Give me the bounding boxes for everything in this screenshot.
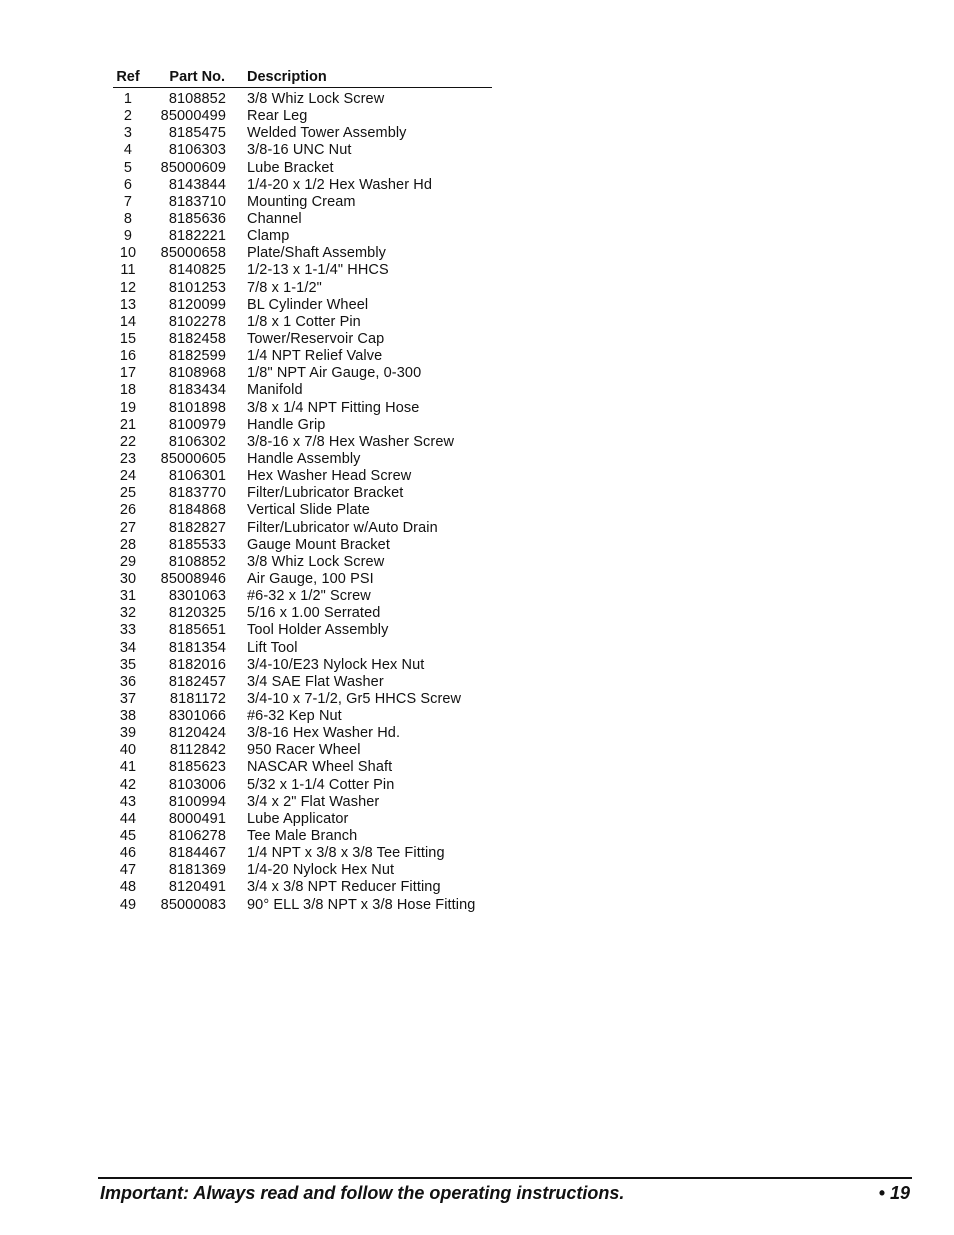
row-description-cell: Tower/Reservoir Cap	[247, 330, 385, 347]
row-ref-cell: 9	[123, 228, 133, 245]
row-ref-cell: 46	[119, 845, 137, 862]
row-ref-cell: 13	[119, 296, 137, 313]
row-description-cell: 1/4 NPT Relief Valve	[247, 348, 383, 365]
row-ref-cell: 25	[119, 485, 137, 502]
footer-note: Important: Always read and follow the operating instructions.	[100, 1183, 625, 1203]
row-ref-cell: 38	[119, 708, 137, 725]
row-description-cell: Rear Leg	[247, 108, 308, 125]
row-part-number-cell: 8183770	[168, 485, 226, 502]
row-description-cell: Lube Bracket	[247, 159, 334, 176]
table-row	[113, 605, 492, 622]
table-row	[113, 708, 492, 725]
row-part-number-cell: 8182457	[168, 673, 226, 690]
table-row	[113, 177, 492, 194]
row-ref-cell: 28	[119, 536, 137, 553]
row-ref-cell: 5	[123, 159, 133, 176]
row-description-cell: 3/4-10 x 7-1/2, Gr5 HHCS Screw	[247, 690, 462, 707]
row-part-number-cell: 8182221	[168, 228, 226, 245]
row-part-number-cell: 85000609	[160, 159, 226, 176]
row-ref-cell: 4	[123, 142, 133, 159]
row-ref-cell: 43	[119, 793, 137, 810]
table-row	[113, 725, 492, 742]
row-description-cell: 1/8" NPT Air Gauge, 0-300	[247, 365, 422, 382]
table-row	[113, 520, 492, 537]
row-ref-cell: 36	[119, 673, 137, 690]
table-row	[113, 537, 492, 554]
row-ref-cell: 16	[119, 348, 137, 365]
row-description-cell: 5/32 x 1-1/4 Cotter Pin	[247, 776, 395, 793]
table-row	[113, 280, 492, 297]
row-description-cell: #6-32 x 1/2" Screw	[247, 588, 371, 605]
page-footer	[98, 1177, 912, 1213]
row-part-number-cell: 8301066	[168, 708, 226, 725]
row-part-number-cell: 8100994	[168, 793, 226, 810]
row-part-number-cell: 8140825	[168, 262, 226, 279]
row-ref-cell: 49	[119, 896, 137, 913]
table-row	[113, 897, 492, 914]
row-ref-cell: 45	[119, 828, 137, 845]
table-row	[113, 348, 492, 365]
row-description-cell: 3/8 x 1/4 NPT Fitting Hose	[247, 399, 420, 416]
row-ref-cell: 18	[119, 382, 137, 399]
row-description-cell: 1/4 NPT x 3/8 x 3/8 Tee Fitting	[247, 845, 445, 862]
table-row	[113, 640, 492, 657]
table-row	[113, 451, 492, 468]
row-part-number-cell: 8301063	[168, 588, 226, 605]
row-part-number-cell: 8182016	[168, 656, 226, 673]
row-description-cell: Vertical Slide Plate	[247, 502, 370, 519]
row-description-cell: Lift Tool	[247, 639, 298, 656]
row-part-number-cell: 8143844	[168, 176, 226, 193]
row-ref-cell: 37	[119, 690, 137, 707]
table-row	[113, 245, 492, 262]
row-description-cell: 1/2-13 x 1-1/4" HHCS	[247, 262, 389, 279]
row-part-number-cell: 8120325	[168, 605, 226, 622]
table-row	[113, 571, 492, 588]
row-part-number-cell: 8184868	[168, 502, 226, 519]
table-row	[113, 742, 492, 759]
row-description-cell: 3/8 Whiz Lock Screw	[247, 91, 385, 107]
row-description-cell: 90° ELL 3/8 NPT x 3/8 Hose Fitting	[247, 896, 476, 913]
row-ref-cell: 26	[119, 502, 137, 519]
row-ref-cell: 10	[119, 245, 137, 262]
row-part-number-cell: 8106278	[168, 828, 226, 845]
row-part-number-cell: 8185623	[168, 759, 226, 776]
row-description-cell: 3/4 x 2" Flat Washer	[247, 793, 380, 810]
row-ref-cell: 27	[119, 519, 137, 536]
row-description-cell: BL Cylinder Wheel	[247, 296, 369, 313]
row-part-number-cell: 8120099	[168, 296, 226, 313]
table-row	[113, 365, 492, 382]
row-description-cell: Handle Grip	[247, 416, 326, 433]
row-part-number-cell: 8183434	[168, 382, 226, 399]
row-description-cell: 3/8-16 x 7/8 Hex Washer Screw	[247, 433, 455, 450]
row-description-cell: Plate/Shaft Assembly	[247, 245, 387, 262]
row-ref-cell: 39	[119, 725, 137, 742]
table-row	[113, 434, 492, 451]
row-ref-cell: 19	[119, 399, 137, 416]
row-description-cell: 7/8 x 1-1/2"	[247, 279, 322, 296]
table-row	[113, 674, 492, 691]
row-part-number-cell: 8106303	[168, 142, 226, 159]
table-body	[113, 88, 492, 914]
row-description-cell: 3/8 Whiz Lock Screw	[247, 553, 385, 570]
row-ref-cell: 6	[123, 176, 133, 193]
table-row	[113, 588, 492, 605]
row-part-number-cell: 85000658	[160, 245, 226, 262]
row-ref-cell: 33	[119, 622, 137, 639]
table-row	[113, 108, 492, 125]
row-ref-cell: 35	[119, 656, 137, 673]
table-row	[113, 125, 492, 142]
table-row	[113, 759, 492, 776]
row-ref-cell: 23	[119, 450, 137, 467]
table-row	[113, 400, 492, 417]
row-part-number-cell: 8184467	[168, 845, 226, 862]
table-row	[113, 211, 492, 228]
table-row	[113, 691, 492, 708]
row-ref-cell: 11	[120, 262, 136, 279]
row-description-cell: Lube Applicator	[247, 810, 349, 827]
row-part-number-cell: 8182827	[168, 519, 226, 536]
row-ref-cell: 8	[123, 210, 133, 227]
row-ref-cell: 21	[119, 416, 137, 433]
row-description-cell: Tee Male Branch	[247, 828, 358, 845]
row-part-number-cell: 8185533	[168, 536, 226, 553]
row-ref-cell: 17	[119, 365, 137, 382]
table-row	[113, 417, 492, 434]
table-row	[113, 879, 492, 896]
row-description-cell: 3/8-16 Hex Washer Hd.	[247, 725, 401, 742]
row-part-number-cell: 8102278	[168, 313, 226, 330]
row-ref-cell: 48	[119, 879, 137, 896]
row-part-number-cell: 8120491	[168, 879, 226, 896]
row-part-number-cell: 85008946	[160, 570, 226, 587]
table-row	[113, 228, 492, 245]
row-ref-cell: 2	[123, 108, 133, 125]
row-part-number-cell: 8120424	[168, 725, 226, 742]
row-description-cell: Hex Washer Head Screw	[247, 468, 412, 485]
table-row	[113, 160, 492, 177]
row-ref-cell: 14	[119, 313, 137, 330]
row-part-number-cell: 8182458	[168, 330, 226, 347]
row-description-cell: 1/4-20 x 1/2 Hex Washer Hd	[247, 176, 433, 193]
row-ref-cell: 24	[119, 468, 137, 485]
table-row	[113, 554, 492, 571]
column-header-part-no: Part No.	[169, 69, 225, 85]
table-row	[113, 502, 492, 519]
row-description-cell: Handle Assembly	[247, 450, 361, 467]
row-description-cell: Filter/Lubricator w/Auto Drain	[247, 519, 438, 536]
row-part-number-cell: 8103006	[168, 776, 226, 793]
table-row	[113, 811, 492, 828]
row-description-cell: NASCAR Wheel Shaft	[247, 759, 393, 776]
table-row	[113, 331, 492, 348]
table-row	[113, 194, 492, 211]
row-ref-cell: 42	[119, 776, 137, 793]
row-description-cell: 950 Racer Wheel	[247, 742, 361, 759]
row-ref-cell: 47	[119, 862, 137, 879]
row-part-number-cell: 8181369	[168, 862, 226, 879]
row-ref-cell: 29	[119, 553, 137, 570]
row-part-number-cell: 8108968	[168, 365, 226, 382]
row-description-cell: Mounting Cream	[247, 193, 356, 210]
row-part-number-cell: 8112842	[169, 742, 226, 759]
table-row	[113, 862, 492, 879]
row-part-number-cell: 8183710	[168, 193, 226, 210]
row-part-number-cell: 8185651	[168, 622, 226, 639]
table-row	[113, 297, 492, 314]
table-row	[113, 622, 492, 639]
row-ref-cell: 41	[119, 759, 137, 776]
table-row	[113, 845, 492, 862]
table-row	[113, 262, 492, 279]
row-part-number-cell: 85000083	[160, 896, 226, 913]
row-ref-cell: 15	[119, 330, 137, 347]
row-part-number-cell: 8101253	[168, 279, 226, 296]
table-header-row	[113, 67, 492, 88]
row-description-cell: 5/16 x 1.00 Serrated	[247, 605, 381, 622]
row-description-cell: Manifold	[247, 382, 303, 399]
row-part-number-cell: 8185636	[168, 210, 226, 227]
row-part-number-cell: 85000605	[160, 450, 226, 467]
row-ref-cell: 40	[119, 742, 137, 759]
row-part-number-cell: 8108852	[168, 91, 226, 107]
table-row	[113, 828, 492, 845]
row-description-cell: Filter/Lubricator Bracket	[247, 485, 404, 502]
row-description-cell: Gauge Mount Bracket	[247, 536, 390, 553]
row-ref-cell: 31	[119, 588, 137, 605]
row-description-cell: 1/4-20 Nylock Hex Nut	[247, 862, 395, 879]
row-part-number-cell: 8101898	[168, 399, 226, 416]
row-description-cell: #6-32 Kep Nut	[247, 708, 342, 725]
table-row	[113, 777, 492, 794]
row-part-number-cell: 85000499	[160, 108, 226, 125]
row-description-cell: Channel	[247, 210, 302, 227]
row-description-cell: 3/4-10/E23 Nylock Hex Nut	[247, 656, 425, 673]
row-part-number-cell: 8100979	[168, 416, 226, 433]
row-ref-cell: 32	[119, 605, 137, 622]
table-row	[113, 142, 492, 159]
row-ref-cell: 30	[119, 570, 137, 587]
row-ref-cell: 12	[119, 279, 137, 296]
row-ref-cell: 22	[119, 433, 137, 450]
row-description-cell: Tool Holder Assembly	[247, 622, 389, 639]
row-part-number-cell: 8182599	[168, 348, 226, 365]
table-row	[113, 657, 492, 674]
table-row	[113, 485, 492, 502]
row-description-cell: 3/8-16 UNC Nut	[247, 142, 352, 159]
table-row	[113, 314, 492, 331]
row-description-cell: Clamp	[247, 228, 290, 245]
table-row	[113, 794, 492, 811]
row-part-number-cell: 8108852	[168, 553, 226, 570]
row-part-number-cell: 8106302	[168, 433, 226, 450]
row-ref-cell: 44	[119, 810, 137, 827]
row-ref-cell: 34	[119, 639, 137, 656]
column-header-description: Description	[247, 69, 327, 85]
row-description-cell: 3/4 SAE Flat Washer	[247, 673, 384, 690]
parts-list-table	[113, 67, 492, 914]
row-ref-cell: 1	[123, 91, 133, 107]
row-part-number-cell: 8000491	[168, 810, 226, 827]
row-description-cell: Air Gauge, 100 PSI	[247, 570, 374, 587]
table-row	[113, 468, 492, 485]
row-description-cell: Welded Tower Assembly	[247, 125, 407, 142]
row-ref-cell: 7	[123, 193, 133, 210]
column-header-ref: Ref	[116, 69, 140, 85]
row-description-cell: 3/4 x 3/8 NPT Reducer Fitting	[247, 879, 441, 896]
row-part-number-cell: 8181354	[168, 639, 226, 656]
row-part-number-cell: 8181172	[169, 690, 226, 707]
row-ref-cell: 3	[123, 125, 133, 142]
table-row	[113, 382, 492, 399]
row-part-number-cell: 8185475	[168, 125, 226, 142]
table-row	[113, 91, 492, 108]
page-number: • 19	[878, 1183, 910, 1203]
row-description-cell: 1/8 x 1 Cotter Pin	[247, 313, 361, 330]
row-part-number-cell: 8106301	[168, 468, 226, 485]
